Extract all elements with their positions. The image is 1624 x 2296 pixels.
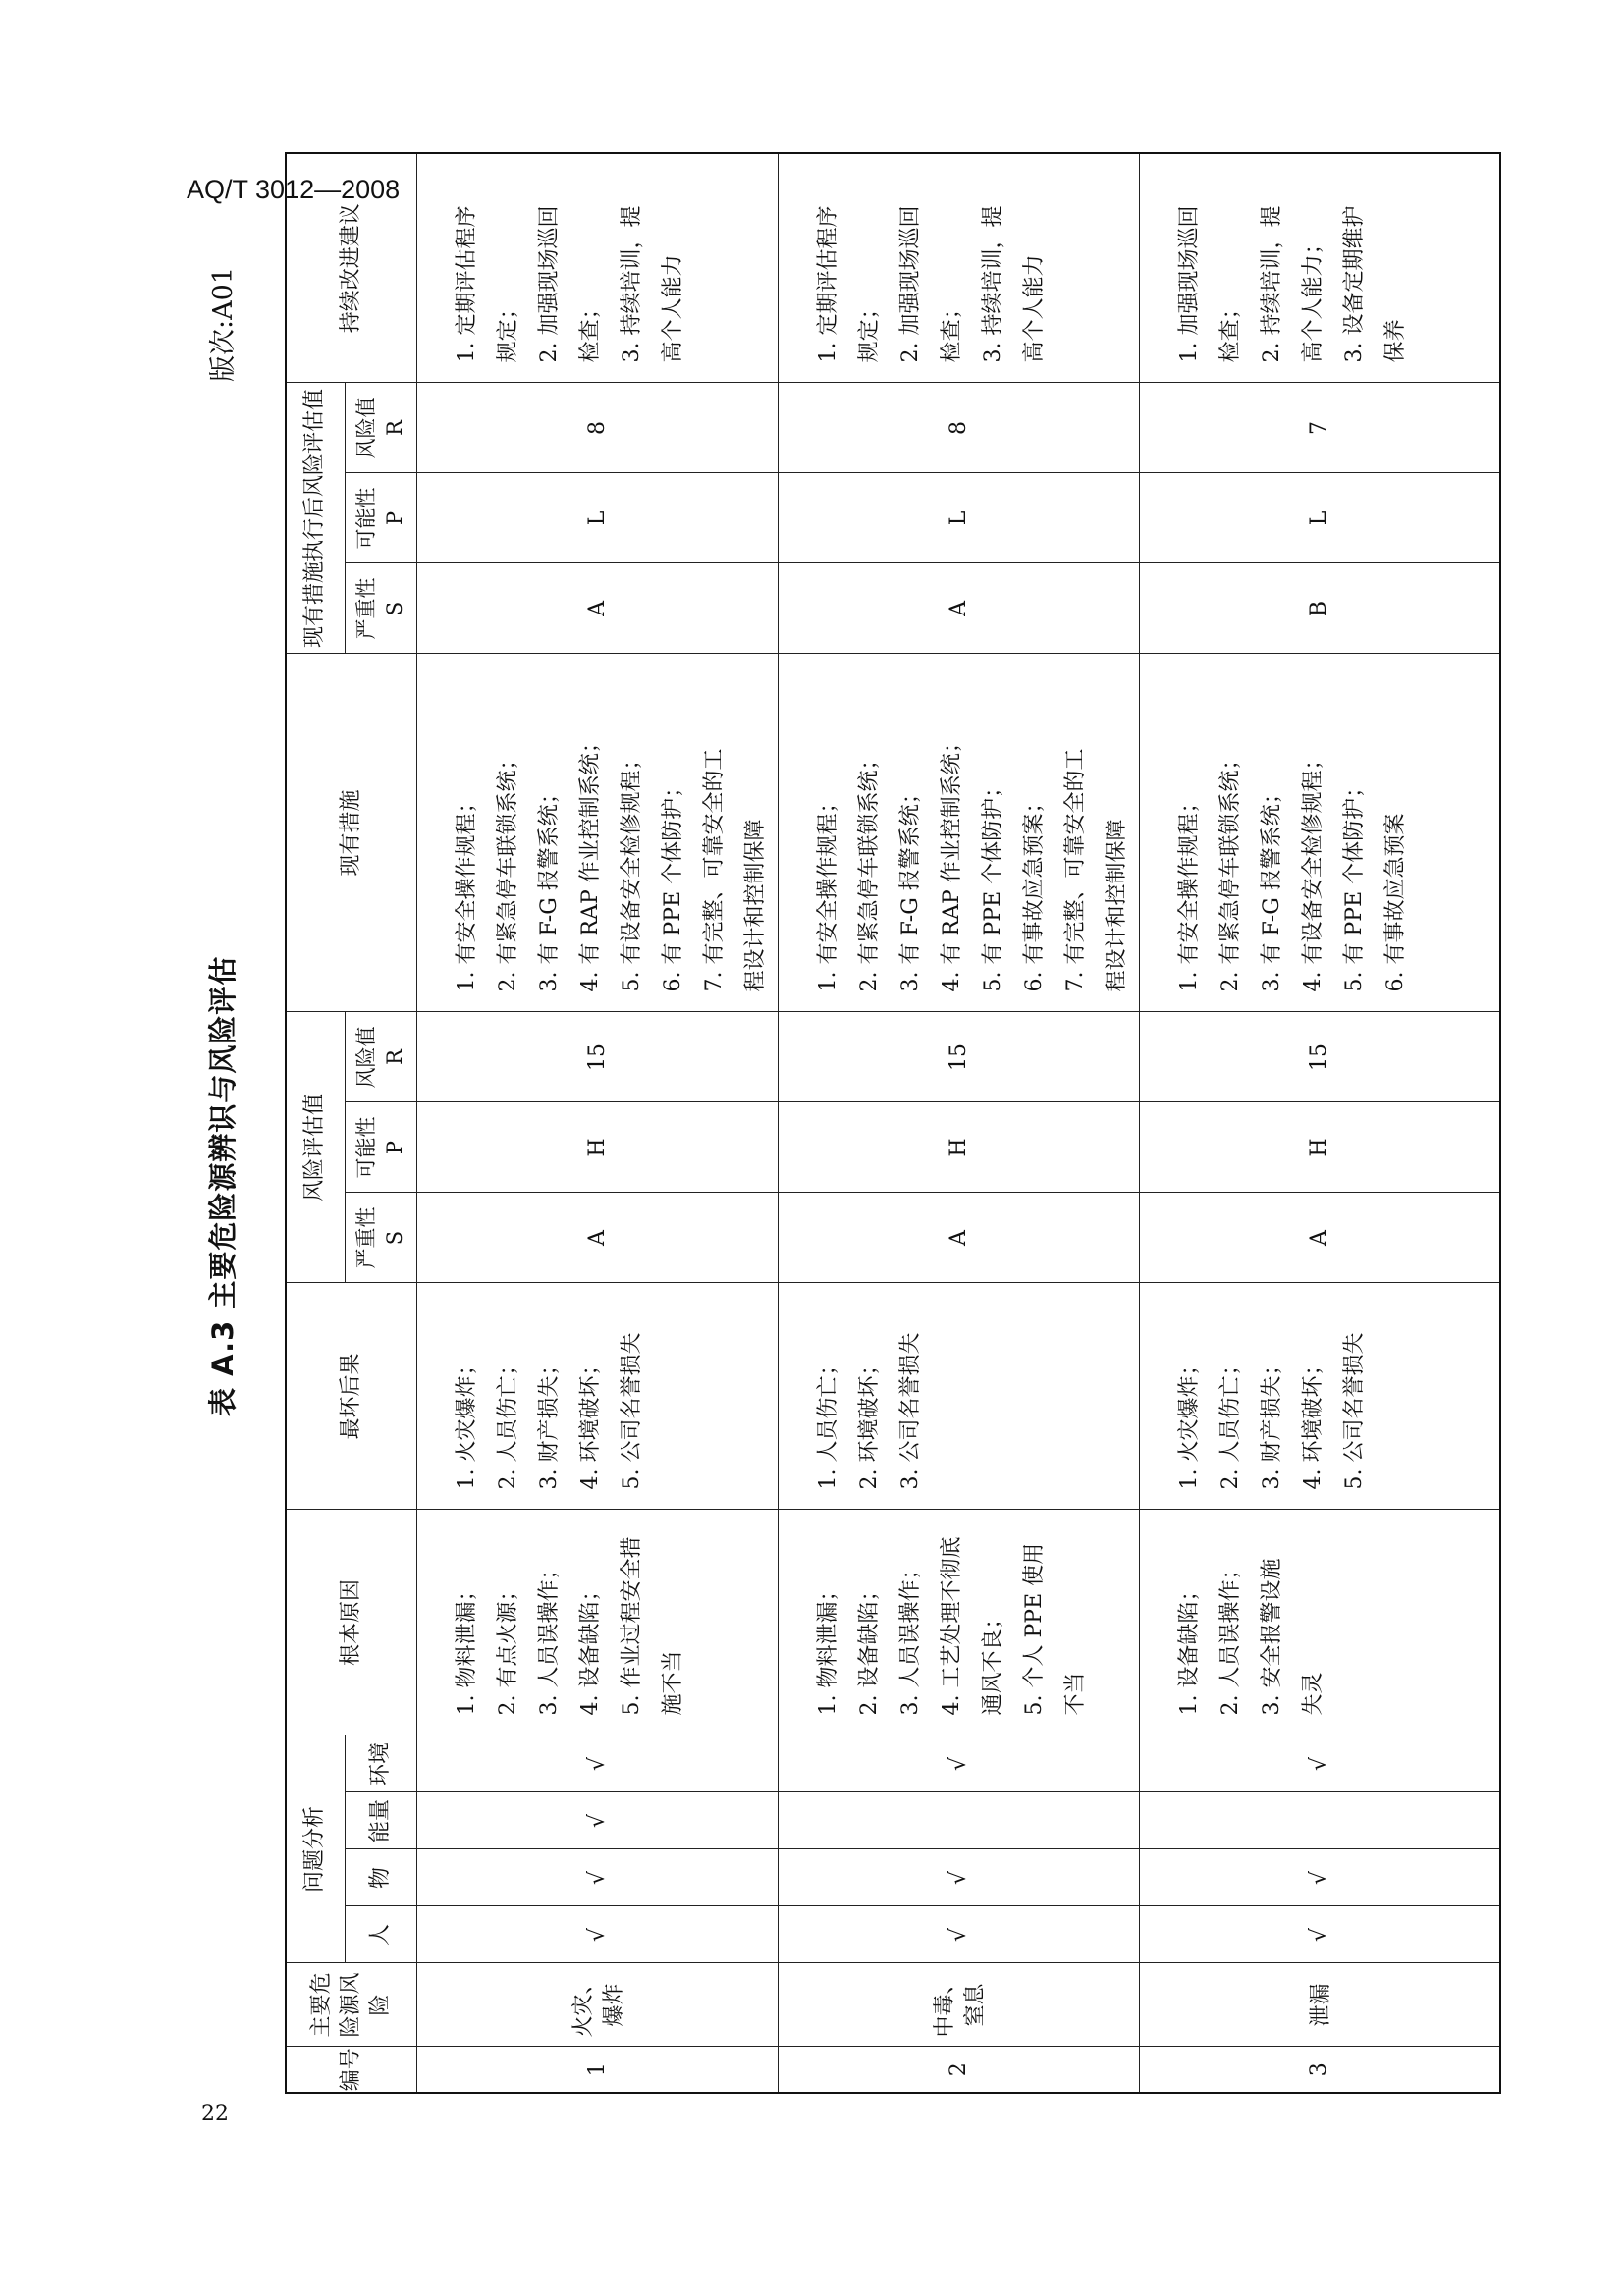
list-item: 3. 设备定期维护 [1341,205,1367,363]
list-item: 3. 人员误操作； [536,1558,562,1716]
cell-environment-check: √ [416,1735,778,1792]
list-item: 1. 加强现场巡回 [1176,205,1202,363]
list-item: 1. 有安全操作规程； [815,791,840,992]
cell-risk-value: 15 [1139,1012,1500,1102]
list-item: 5. 有设备安全检修规程； [619,748,644,992]
list-item: 高个人能力 [660,254,685,363]
cell-consequences [416,1283,778,1510]
table-title: 表 A.3 主要危险源辨识与风险评估 [206,955,240,1416]
list-item: 3. 公司名誉损失 [897,1332,923,1490]
cell-current-measures [416,654,778,1012]
list-item: 2. 持续培训，提 [1259,205,1284,363]
list-item: 5. 公司名誉损失 [1341,1332,1367,1490]
cell-severity: A [416,1193,778,1283]
cell-current-measures [1139,654,1500,1012]
col-header-person: 人 [345,1906,416,1963]
cell-possibility-post: L [1139,473,1500,563]
list-item: 3. 持续培训，提 [980,205,1005,363]
cell-improvements [1139,153,1500,383]
col-header-root-cause: 根本原因 [286,1510,416,1735]
cell-current-measures [778,654,1139,1012]
col-header-worst-consequence: 最坏后果 [286,1283,416,1510]
rotated-table-block [193,203,1408,2094]
list-item: 4. 环境破坏； [1300,1354,1326,1490]
cell-consequences [1139,1283,1500,1510]
list-item: 2. 加强现场巡回 [536,205,562,363]
list-item: 通风不良； [980,1607,1005,1716]
cell-risk-value: 15 [416,1012,778,1102]
list-item: 4. 有 RAP 作业控制系统； [939,731,964,992]
list-item: 2. 设备缺陷； [856,1579,882,1716]
list-item: 规定； [856,297,882,363]
cell-severity: A [1139,1193,1500,1283]
cell-severity: A [778,1193,1139,1283]
list-item: 2. 环境破坏； [856,1354,882,1490]
col-header-risk-value-post: 风险值 R [345,383,416,473]
col-header-risk-value: 风险值 R [345,1012,416,1102]
list-item: 5. 作业过程安全措 [619,1536,644,1716]
col-header-post-eval: 现有措施执行后风险评估值 [286,383,345,654]
cell-no: 3 [1139,2047,1500,2093]
cell-improvements [778,153,1139,383]
list-item: 3. 有 F-G 报警系统； [897,782,923,992]
list-item: 程设计和控制保障 [1104,819,1129,992]
list-item: 规定； [495,297,520,363]
col-header-possibility: 可能性 P [345,1102,416,1193]
standard-code: AQ/T 3012—2008 [187,175,401,204]
cell-severity-post: A [416,563,778,654]
cell-energy-check [1139,1792,1500,1849]
list-item: 4. 有设备安全检修规程； [1300,748,1326,992]
cell-root-causes [778,1510,1139,1735]
list-item: 2. 有点火源； [495,1579,520,1716]
cell-no: 1 [416,2047,778,2093]
list-item: 失灵 [1300,1672,1326,1716]
cell-object-check: √ [778,1849,1139,1906]
col-header-environment: 环境 [345,1735,416,1792]
list-item: 1. 定期评估程序 [454,205,479,363]
col-header-energy: 能量 [345,1792,416,1849]
list-item: 1. 物料泄漏； [815,1579,840,1716]
list-item: 高个人能力 [1021,254,1047,363]
list-item: 3. 有 F-G 报警系统； [1259,782,1284,992]
cell-root-causes [1139,1510,1500,1735]
list-item: 5. 有 PPE 个体防护； [1341,775,1367,992]
cell-risk-value: 15 [778,1012,1139,1102]
list-item: 6. 有事故应急预案； [1021,791,1047,992]
cell-person-check: √ [416,1906,778,1963]
list-item: 1. 火灾爆炸； [1176,1354,1202,1490]
list-item: 3. 安全报警设施 [1259,1558,1284,1716]
list-item: 4. 工艺处理不彻底 [939,1536,964,1716]
cell-object-check: √ [1139,1849,1500,1906]
list-item: 1. 人员伤亡； [815,1354,840,1490]
list-item: 3. 财产损失； [536,1354,562,1490]
cell-possibility: H [1139,1102,1500,1193]
cell-energy-check [778,1792,1139,1849]
list-item: 2. 加强现场巡回 [897,205,923,363]
col-header-risk-eval: 风险评估值 [286,1012,345,1283]
list-item: 保养 [1382,319,1408,363]
cell-no: 2 [778,2047,1139,2093]
cell-improvements [416,153,778,383]
list-item: 1. 物料泄漏； [454,1579,479,1716]
table-row [778,153,1139,2093]
list-item: 4. 环境破坏； [577,1354,603,1490]
table-row [1139,153,1500,2093]
list-item: 2. 人员伤亡； [1218,1354,1243,1490]
list-item: 5. 个人 PPE 使用 [1021,1542,1047,1716]
col-header-severity: 严重性 S [345,1193,416,1283]
list-item: 高个人能力； [1300,233,1326,363]
page-number: 22 [201,2102,229,2126]
cell-possibility-post: L [778,473,1139,563]
list-item: 5. 公司名誉损失 [619,1332,644,1490]
list-item: 7. 有完整、可靠安全的工 [1062,748,1088,992]
cell-possibility: H [778,1102,1139,1193]
cell-root-causes [416,1510,778,1735]
cell-consequences [778,1283,1139,1510]
list-item: 5. 有 PPE 个体防护； [980,775,1005,992]
list-item: 不当 [1062,1672,1088,1716]
list-item: 施不当 [660,1650,685,1716]
cell-risk-value-post: 8 [416,383,778,473]
cell-object-check: √ [416,1849,778,1906]
cell-possibility: H [416,1102,778,1193]
list-item: 2. 人员伤亡； [495,1354,520,1490]
cell-severity-post: A [778,563,1139,654]
cell-person-check: √ [778,1906,1139,1963]
list-item: 6. 有事故应急预案 [1382,813,1408,992]
version-label: 版次:A01 [208,267,239,382]
list-item: 1. 有安全操作规程； [1176,791,1202,992]
col-header-possibility-post: 可能性 P [345,473,416,563]
list-item: 2. 有紧急停车联锁系统； [1218,748,1243,992]
col-header-object: 物 [345,1849,416,1906]
col-header-severity-post: 严重性 S [345,563,416,654]
cell-hazard: 泄漏 [1139,1963,1500,2047]
list-item: 1. 火灾爆炸； [454,1354,479,1490]
cell-environment-check: √ [1139,1735,1500,1792]
table-row [416,153,778,2093]
cell-person-check: √ [1139,1906,1500,1963]
list-item: 检查； [939,297,964,363]
list-item: 4. 有 RAP 作业控制系统； [577,731,603,992]
list-item: 3. 财产损失； [1259,1354,1284,1490]
cell-hazard: 火灾、爆炸 [416,1963,778,2047]
col-header-problem-analysis: 问题分析 [286,1735,345,1963]
list-item: 2. 人员误操作； [1218,1558,1243,1716]
cell-possibility-post: L [416,473,778,563]
col-header-improvement: 持续改进建议 [286,153,416,383]
list-item: 1. 设备缺陷； [1176,1579,1202,1716]
list-item: 3. 有 F-G 报警系统； [536,782,562,992]
cell-energy-check: √ [416,1792,778,1849]
cell-environment-check: √ [778,1735,1139,1792]
list-item: 2. 有紧急停车联锁系统； [856,748,882,992]
list-item: 检查； [1218,297,1243,363]
list-item: 1. 定期评估程序 [815,205,840,363]
cell-severity-post: B [1139,563,1500,654]
cell-hazard: 中毒、窒息 [778,1963,1139,2047]
col-header-hazard: 主要危险源风险 [286,1963,416,2047]
col-header-no: 编号 [286,2047,416,2093]
list-item: 6. 有 PPE 个体防护； [660,775,685,992]
list-item: 3. 持续培训，提 [619,205,644,363]
cell-risk-value-post: 8 [778,383,1139,473]
cell-risk-value-post: 7 [1139,383,1500,473]
list-item: 7. 有完整、可靠安全的工 [701,748,727,992]
col-header-current-measures: 现有措施 [286,654,416,1012]
list-item: 4. 设备缺陷； [577,1579,603,1716]
list-item: 检查； [577,297,603,363]
list-item: 程设计和控制保障 [742,819,768,992]
list-item: 3. 人员误操作； [897,1558,923,1716]
list-item: 2. 有紧急停车联锁系统； [495,748,520,992]
list-item: 1. 有安全操作规程； [454,791,479,992]
risk-assessment-table [285,152,1501,2094]
